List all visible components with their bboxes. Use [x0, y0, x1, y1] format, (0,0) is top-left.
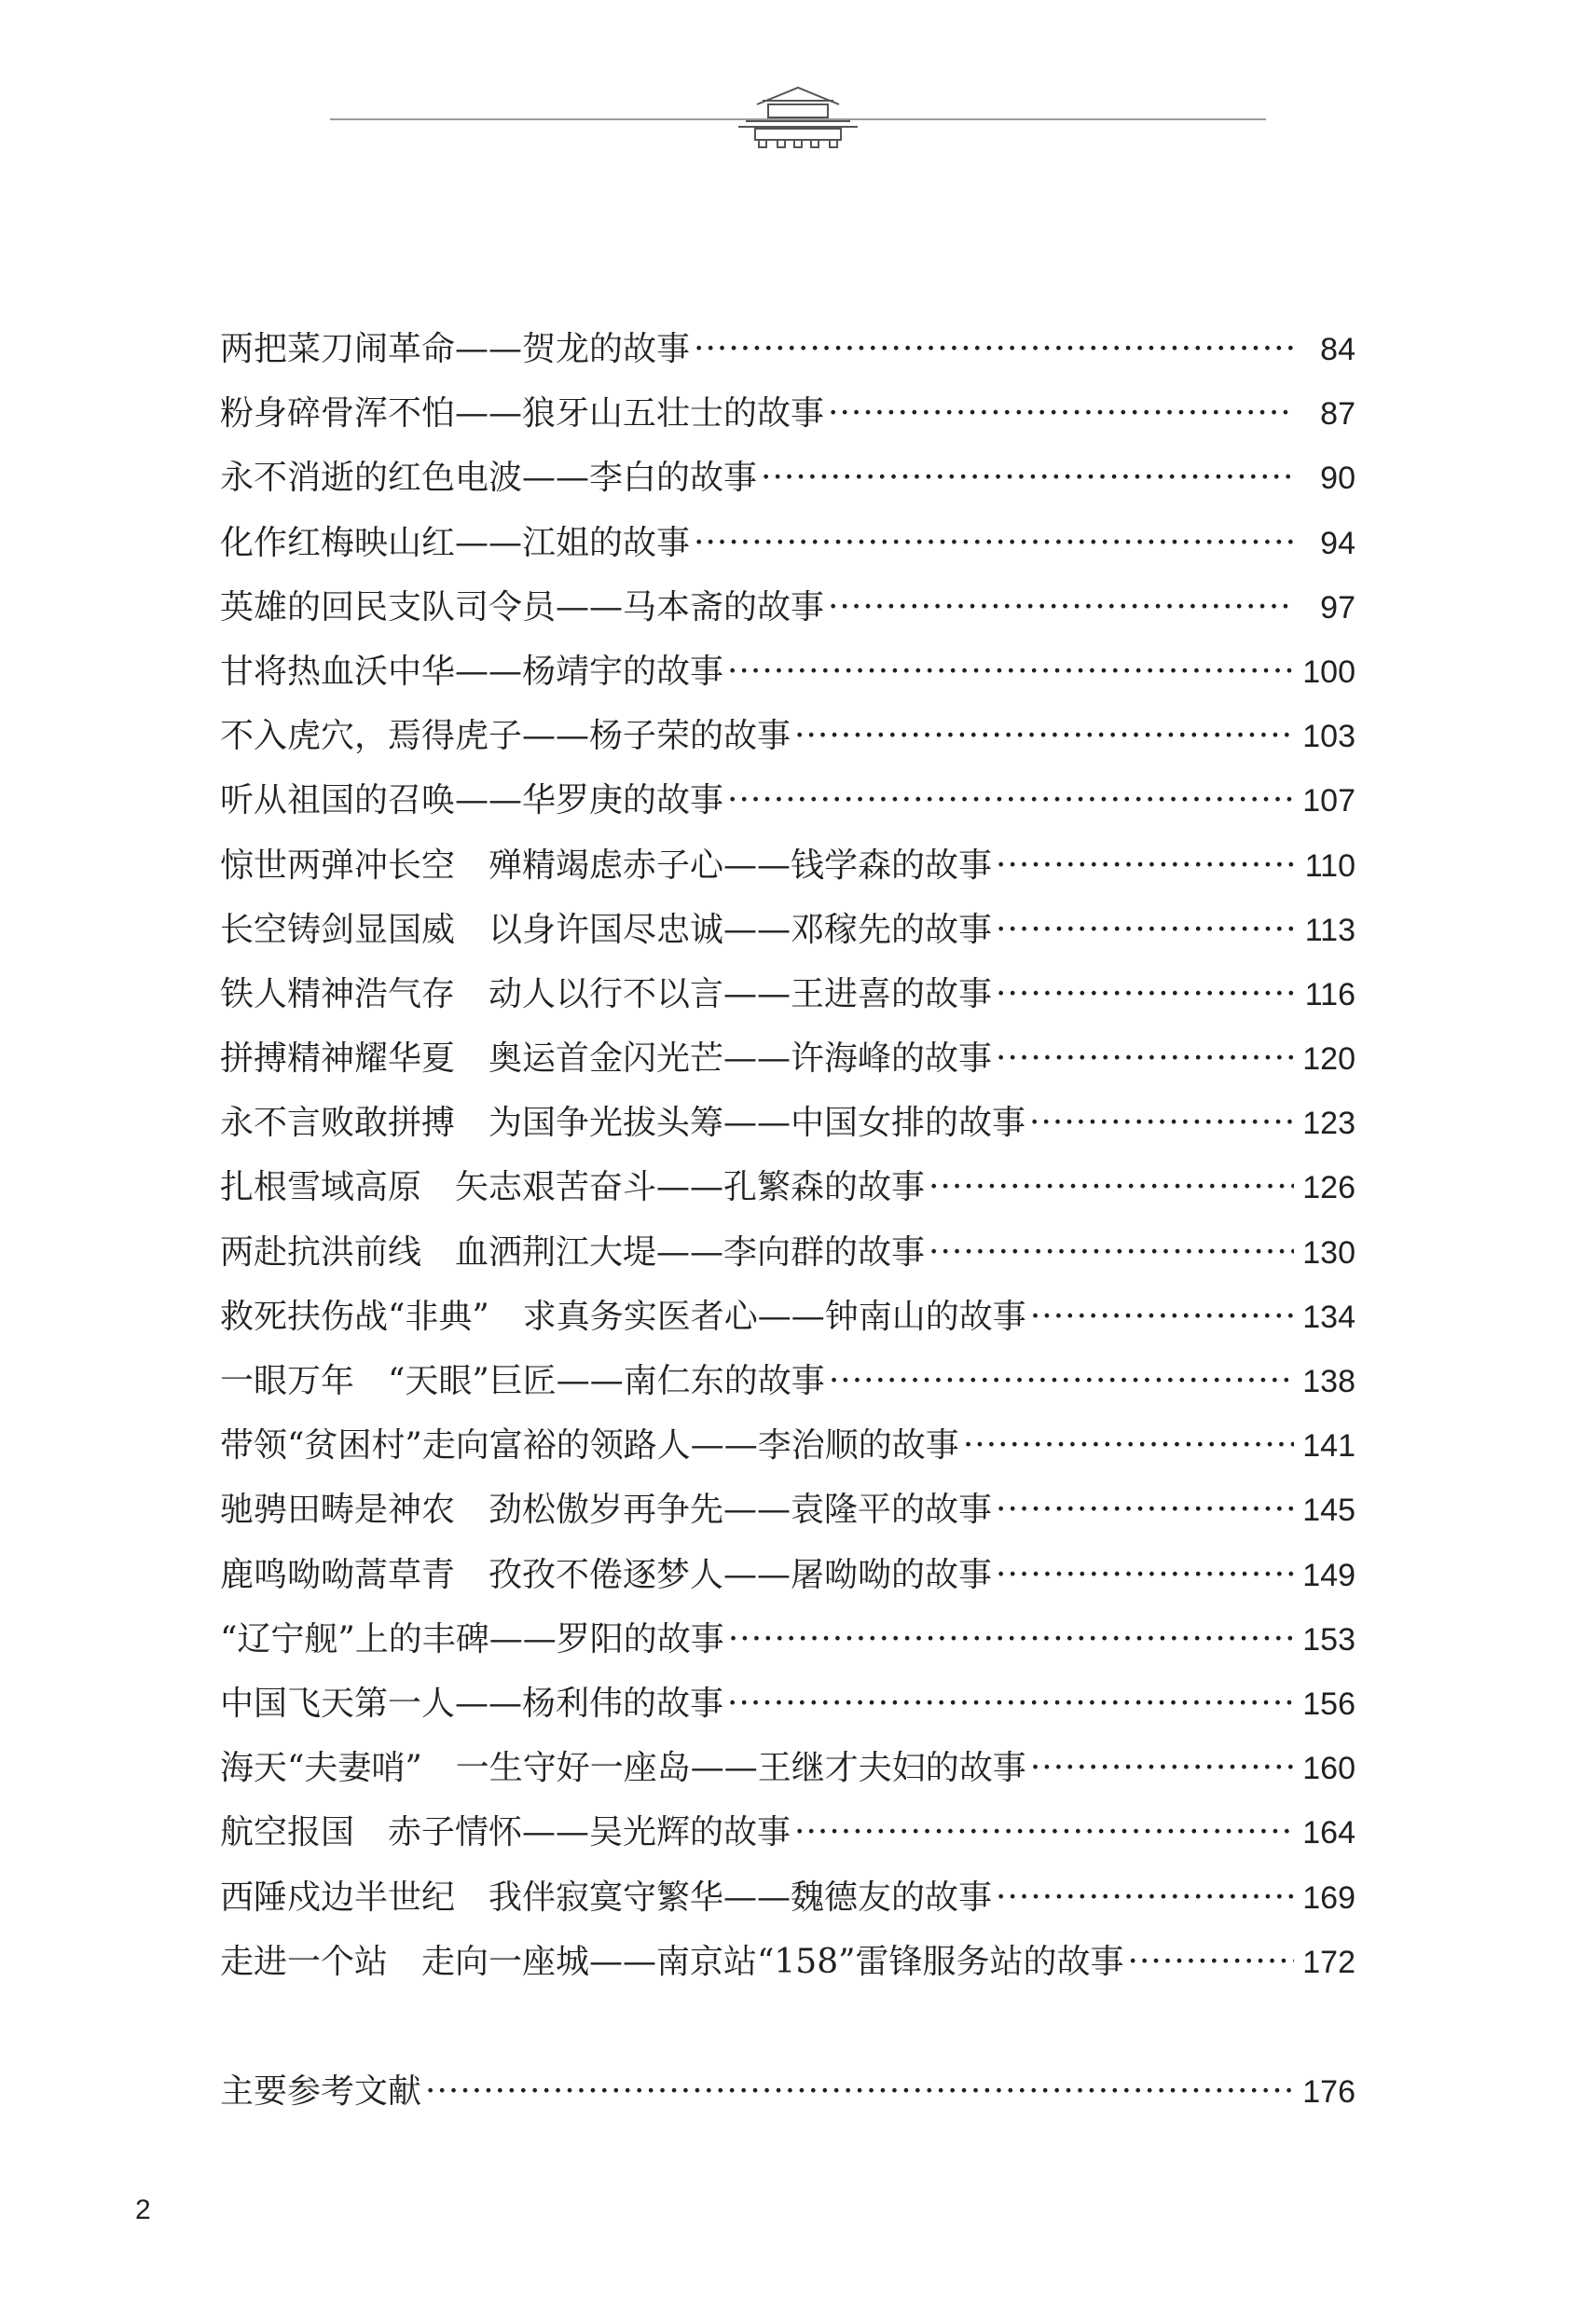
toc-entry[interactable]: [220, 1672, 1355, 1736]
toc-dot-leader: [828, 575, 1294, 640]
palace-gate-icon: [738, 88, 858, 147]
toc-dot-leader: [425, 2059, 1294, 2124]
toc-entry[interactable]: [220, 381, 1355, 446]
toc-entry-title: 永不言败敢拼搏 为国争光拔头筹——中国女排的故事: [220, 1104, 1026, 1143]
toc-entry[interactable]: [220, 1930, 1355, 1994]
toc-entry-page: 145: [1302, 1493, 1355, 1529]
toc-entry-title: 主要参考文献: [220, 2072, 422, 2112]
toc-entry-title: 听从祖国的召唤——华罗庚的故事: [220, 781, 724, 820]
toc-entry-title: 两把菜刀闹革命——贺龙的故事: [220, 330, 691, 368]
toc-dot-leader: [828, 381, 1294, 446]
toc-entry-title: 化作红梅映山红——江姐的故事: [220, 523, 691, 562]
toc-dot-leader: [694, 511, 1294, 575]
toc-entry-page: 172: [1302, 1944, 1355, 1980]
toc-entry[interactable]: [220, 640, 1355, 704]
page-number: 2: [135, 2195, 151, 2225]
toc-entry-title: 西陲戍边半世纪 我伴寂寞守繁华——魏德友的故事: [220, 1878, 993, 1917]
table-of-contents: [220, 317, 1355, 2112]
toc-entry[interactable]: [220, 575, 1355, 640]
toc-entry[interactable]: [220, 1285, 1355, 1349]
toc-dot-leader: [829, 1349, 1294, 1413]
toc-entry[interactable]: [220, 1155, 1355, 1219]
toc-entry-title: 海天“夫妻哨” 一生守好一座岛——王继才夫妇的故事: [220, 1749, 1026, 1788]
toc-entry[interactable]: [220, 1220, 1355, 1285]
toc-entry-page: 138: [1302, 1364, 1355, 1399]
toc-entry-title: 一眼万年 “天眼”巨匠——南仁东的故事: [220, 1362, 825, 1400]
toc-entry-title: 不入虎穴，焉得虎子——杨子荣的故事: [220, 717, 791, 756]
toc-entry-title: 永不消逝的红色电波——李白的故事: [220, 459, 758, 498]
toc-entry[interactable]: [220, 1800, 1355, 1865]
toc-dot-leader: [1029, 1091, 1294, 1155]
toc-entry-page: 107: [1302, 783, 1355, 819]
toc-dot-leader: [727, 640, 1294, 704]
toc-dot-leader: [963, 1413, 1294, 1478]
toc-dot-leader: [1128, 1930, 1294, 1994]
toc-entry[interactable]: [220, 446, 1355, 510]
toc-entry-title: 航空报国 赤子情怀——吴光辉的故事: [220, 1813, 791, 1852]
toc-entry-title: 英雄的回民支队司令员——马本斋的故事: [220, 587, 825, 626]
toc-entry-title: 长空铸剑显国威 以身许国尽忠诚——邓稼先的故事: [220, 910, 993, 949]
toc-entry-page: 97: [1320, 589, 1355, 626]
toc-entry-page: 141: [1302, 1428, 1355, 1465]
toc-entry[interactable]: [220, 1736, 1355, 1800]
toc-entry-page: 130: [1302, 1234, 1355, 1271]
toc-entry-title: 两赴抗洪前线 血洒荆江大堤——李向群的故事: [220, 1232, 926, 1272]
toc-entry-page: 123: [1302, 1106, 1355, 1142]
toc-entry-title: 惊世两弹冲长空 殚精竭虑赤子心——钱学森的故事: [220, 846, 993, 885]
toc-entry-page: 100: [1302, 654, 1355, 690]
toc-entry[interactable]: [220, 1607, 1355, 1672]
toc-entry-references[interactable]: [220, 2059, 1355, 2124]
toc-entry-title: 走进一个站 走向一座城——南京站“158”雷锋服务站的故事: [220, 1942, 1124, 1981]
toc-dot-leader: [761, 446, 1294, 510]
toc-entry[interactable]: [220, 1349, 1355, 1413]
toc-dot-leader: [996, 833, 1294, 898]
toc-dot-leader: [727, 768, 1294, 833]
toc-dot-leader: [694, 317, 1294, 381]
toc-entry[interactable]: [220, 1026, 1355, 1091]
toc-entry-page: 94: [1320, 525, 1355, 561]
toc-entry-title: 甘将热血沃中华——杨靖宇的故事: [220, 652, 724, 691]
toc-entry[interactable]: [220, 833, 1355, 898]
toc-entry-page: 160: [1302, 1751, 1355, 1787]
toc-entry-title: 扎根雪域高原 矢志艰苦奋斗——孔繁森的故事: [220, 1168, 926, 1207]
toc-entry-title: 中国飞天第一人——杨利伟的故事: [220, 1684, 724, 1723]
toc-entry-page: 149: [1302, 1557, 1355, 1593]
toc-dot-leader: [1030, 1285, 1294, 1349]
toc-dot-leader: [996, 962, 1294, 1026]
toc-entry[interactable]: [220, 1413, 1355, 1478]
toc-dot-leader: [929, 1220, 1294, 1285]
toc-entry-page: 103: [1302, 719, 1355, 755]
toc-entry-page: 84: [1320, 332, 1355, 367]
toc-dot-leader: [794, 1800, 1294, 1865]
toc-entry-page: 120: [1302, 1041, 1355, 1078]
toc-entry-page: 156: [1302, 1686, 1355, 1722]
toc-dot-leader: [996, 1865, 1294, 1930]
toc-dot-leader: [794, 704, 1294, 768]
toc-entry-page: 110: [1304, 847, 1355, 884]
toc-entry[interactable]: [220, 511, 1355, 575]
toc-entry[interactable]: [220, 704, 1355, 768]
toc-entry[interactable]: [220, 1865, 1355, 1930]
toc-entry[interactable]: [220, 1543, 1355, 1607]
toc-entry-page: 126: [1302, 1170, 1355, 1206]
toc-entry-page: 164: [1302, 1815, 1355, 1851]
toc-entry-page: 116: [1304, 976, 1355, 1012]
toc-entry-page: 90: [1320, 461, 1355, 497]
toc-entry-page: 113: [1304, 912, 1355, 948]
toc-dot-leader: [727, 1672, 1294, 1736]
toc-entry-title: 粉身碎骨浑不怕——狼牙山五壮士的故事: [220, 394, 825, 434]
toc-entry-title: 鹿鸣呦呦蒿草青 孜孜不倦逐梦人——屠呦呦的故事: [220, 1555, 993, 1594]
toc-dot-leader: [929, 1155, 1294, 1219]
toc-entry-title: 拼搏精神耀华夏 奥运首金闪光芒——许海峰的故事: [220, 1039, 993, 1079]
toc-dot-leader: [1030, 1736, 1294, 1800]
toc-entry[interactable]: [220, 898, 1355, 962]
toc-entry-page: 153: [1302, 1621, 1355, 1658]
toc-entry-page: 87: [1320, 396, 1355, 433]
toc-entry-page: 169: [1302, 1879, 1355, 1916]
toc-dot-leader: [996, 1543, 1294, 1607]
toc-entry-title: 铁人精神浩气存 动人以行不以言——王进喜的故事: [220, 974, 993, 1013]
toc-entry-page: 134: [1302, 1299, 1355, 1335]
toc-entry-page: 176: [1302, 2074, 1355, 2111]
toc-dot-leader: [996, 898, 1294, 962]
toc-entry[interactable]: [220, 1478, 1355, 1542]
toc-dot-leader: [728, 1607, 1294, 1672]
toc-entry-title: “辽宁舰”上的丰碑——罗阳的故事: [220, 1619, 724, 1658]
toc-dot-leader: [996, 1478, 1294, 1542]
toc-entry[interactable]: [220, 1091, 1355, 1155]
toc-entry[interactable]: [220, 962, 1355, 1026]
toc-entry[interactable]: [220, 317, 1355, 381]
toc-entry-title: 带领“贫困村”走向富裕的领路人——李治顺的故事: [220, 1426, 959, 1466]
toc-entry-title: 驰骋田畴是神农 劲松傲岁再争先——袁隆平的故事: [220, 1491, 993, 1530]
toc-dot-leader: [996, 1026, 1294, 1091]
toc-entry-title: 救死扶伤战“非典” 求真务实医者心——钟南山的故事: [220, 1297, 1026, 1336]
toc-entry[interactable]: [220, 768, 1355, 833]
header-ornament: [0, 0, 1596, 186]
